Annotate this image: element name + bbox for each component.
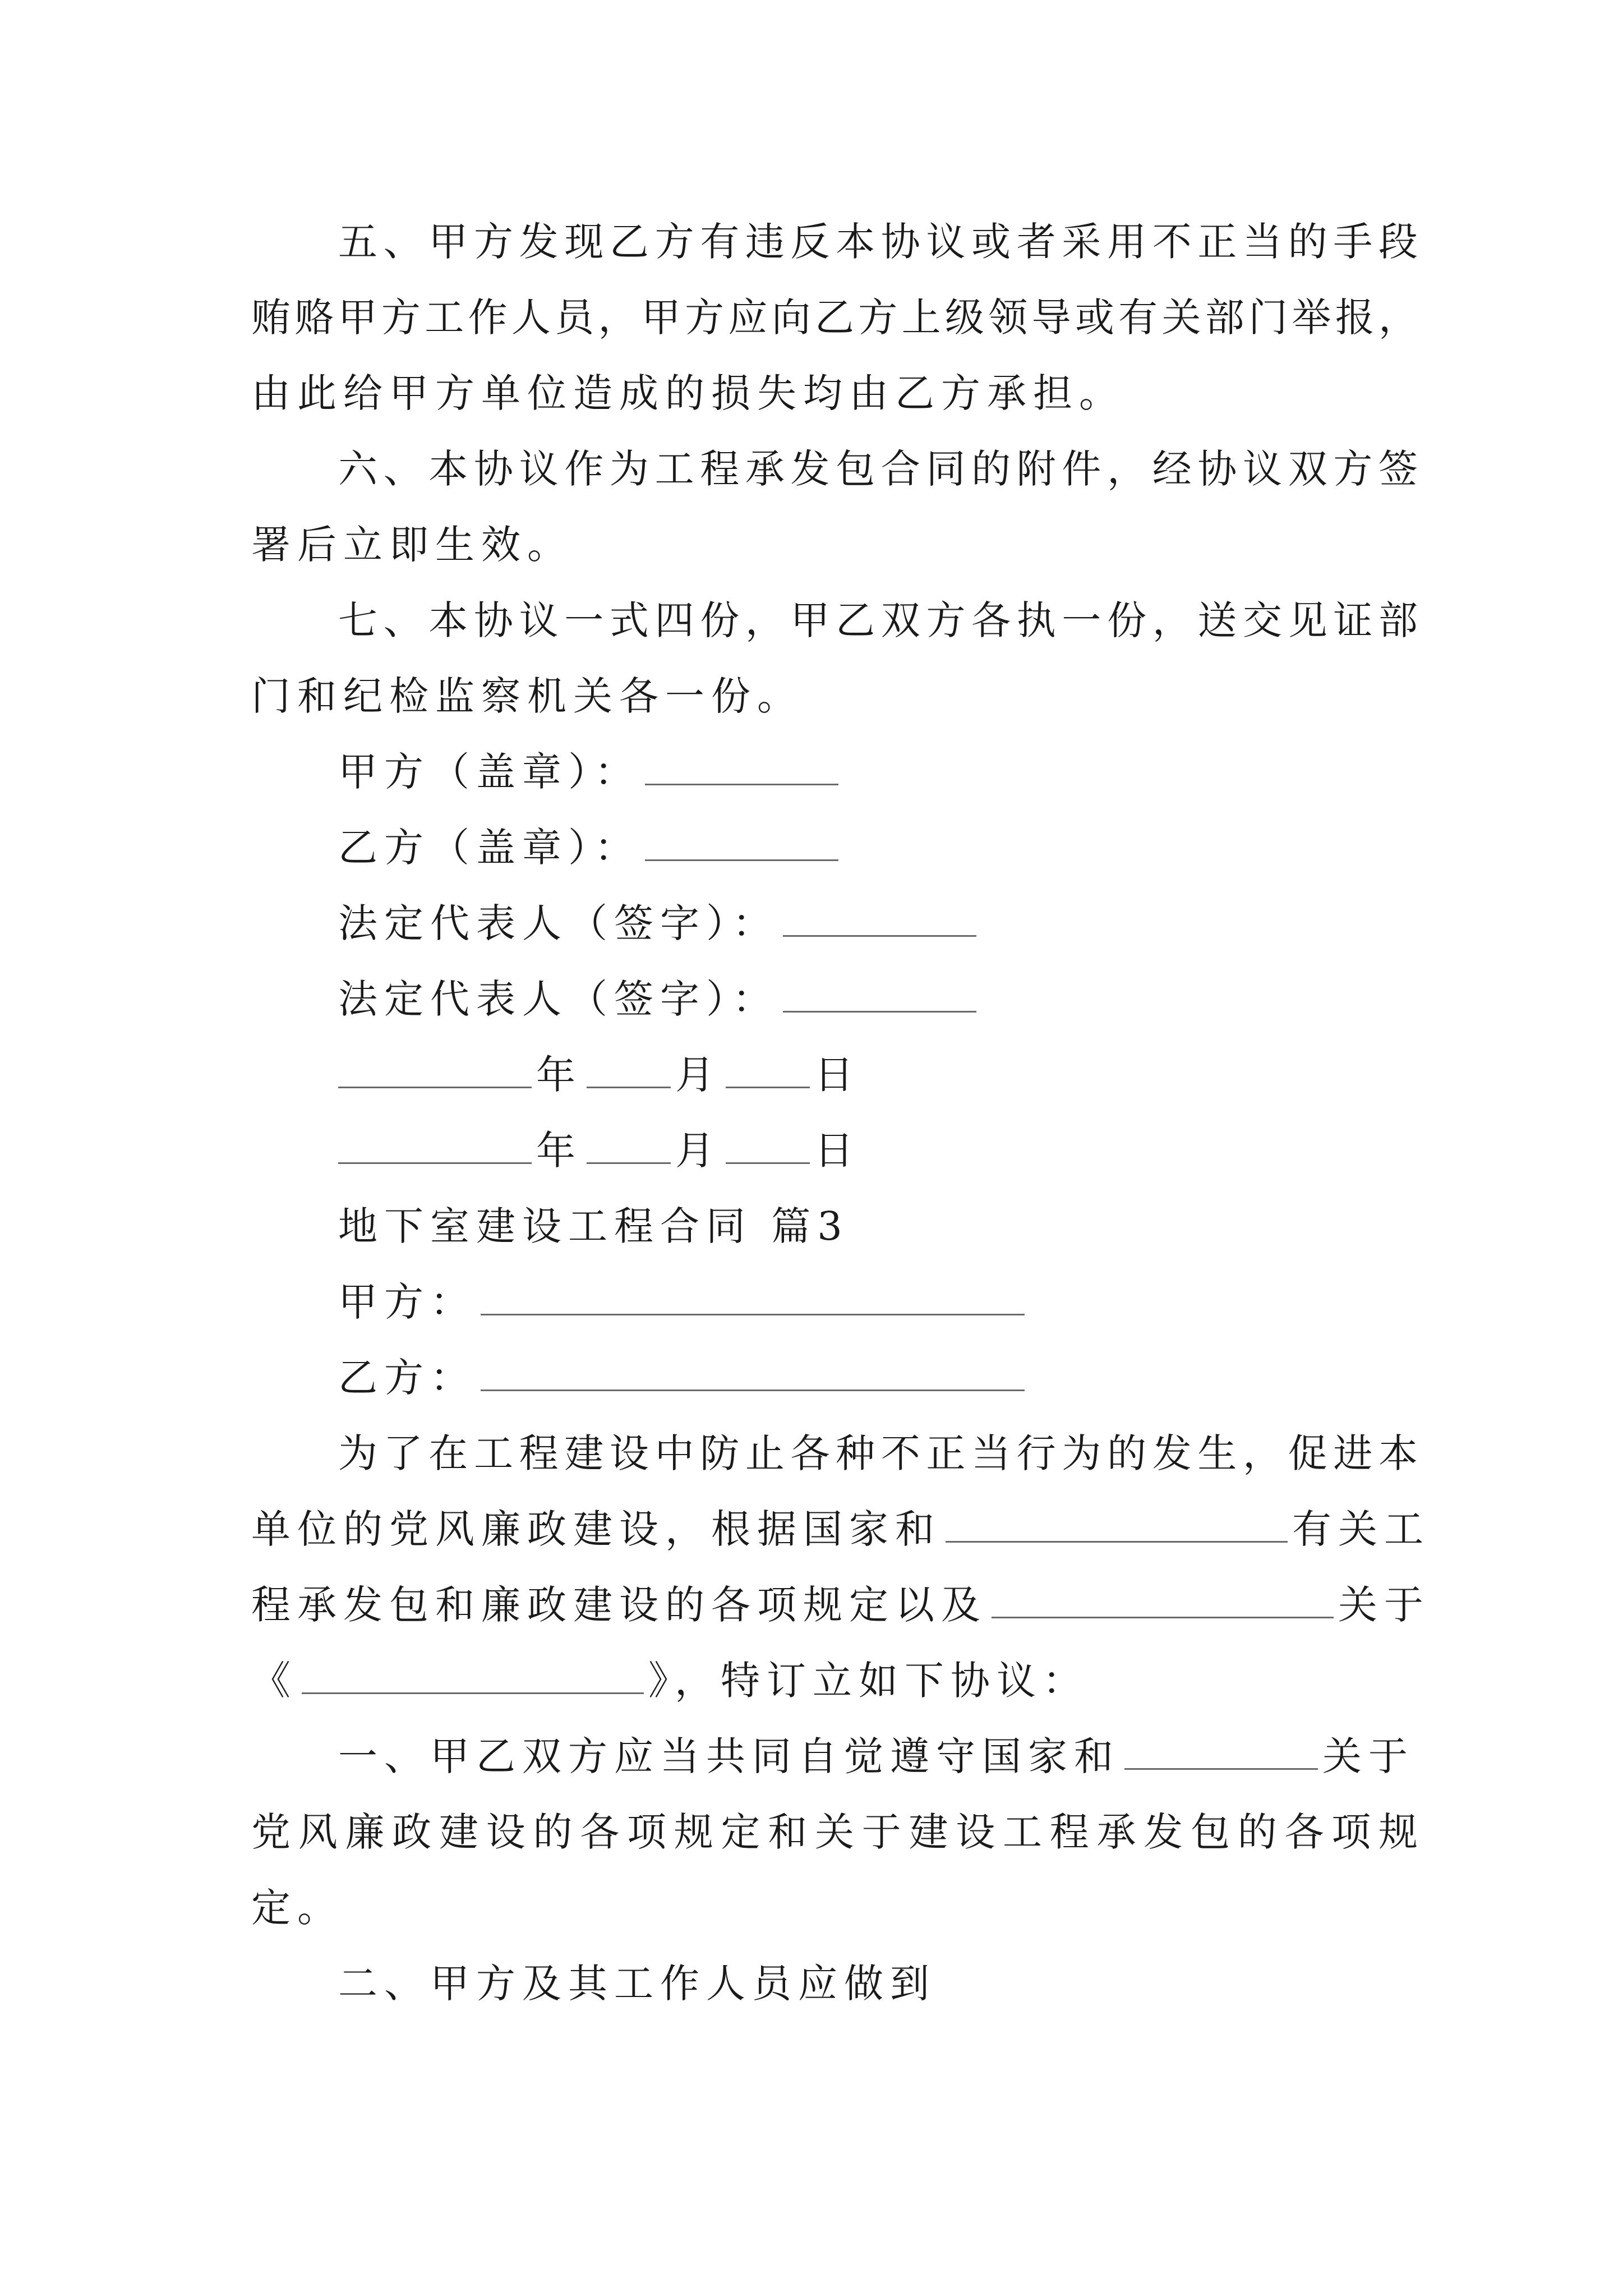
party-b-blank[interactable]	[481, 1355, 1025, 1391]
month-blank-2[interactable]	[587, 1128, 671, 1164]
clause-1-line-3: 定。	[251, 1885, 343, 1931]
party-b-label: 乙方：	[338, 1355, 476, 1401]
party-b-line	[338, 1340, 1418, 1416]
year-blank-2[interactable]	[338, 1128, 532, 1164]
day-blank-1[interactable]	[726, 1052, 810, 1088]
legal-rep-label-2: 法定代表人（签字）：	[338, 976, 778, 1022]
party-b-seal-line	[338, 810, 1418, 886]
day-label-1: 日	[814, 1052, 860, 1098]
party-a-blank[interactable]	[481, 1279, 1025, 1315]
legal-rep-blank-1[interactable]	[783, 900, 976, 937]
preamble-blank-1[interactable]	[946, 1506, 1288, 1543]
preamble-line-4-end: 》，特订立如下协议：	[648, 1658, 1089, 1704]
paragraph-5-line-2: 贿赂甲方工作人员，甲方应向乙方上级领导或有关部门举报，	[251, 295, 1418, 341]
legal-rep-line-1	[338, 886, 1418, 961]
preamble-line-2-start: 单位的党风廉政建设，根据国家和	[251, 1506, 941, 1552]
clause-1-blank[interactable]	[1124, 1733, 1318, 1770]
party-a-seal-label: 甲方（盖章）：	[338, 749, 640, 795]
clause-1-line-1	[338, 1719, 1418, 1795]
clause-2-line-1: 二、甲方及其工作人员应做到	[338, 1961, 936, 2007]
party-a-line	[338, 1264, 1418, 1340]
month-label-1: 月	[675, 1052, 721, 1098]
paragraph-7-line-2: 门和纪检监察机关各一份。	[251, 673, 803, 719]
paragraph-6-line-2: 署后立即生效。	[251, 522, 573, 568]
preamble-blank-3[interactable]	[302, 1658, 644, 1694]
party-b-seal-blank[interactable]	[645, 825, 838, 861]
preamble-blank-2[interactable]	[992, 1582, 1334, 1618]
date-line-1	[338, 1037, 1418, 1113]
paragraph-5-line-1: 五、甲方发现乙方有违反本协议或者采用不正当的手段	[338, 219, 1418, 265]
party-b-seal-label: 乙方（盖章）：	[338, 825, 640, 871]
clause-1-line-1-start: 一、甲乙双方应当共同自觉遵守国家和	[338, 1733, 1120, 1779]
preamble-line-3-end: 关于	[1338, 1582, 1430, 1628]
paragraph-6-line-1: 六、本协议作为工程承发包合同的附件，经协议双方签	[338, 446, 1418, 492]
legal-rep-blank-2[interactable]	[783, 976, 976, 1013]
party-a-seal-line	[338, 734, 1418, 810]
legal-rep-line-2	[338, 961, 1418, 1037]
year-label-2: 年	[536, 1128, 582, 1174]
month-blank-1[interactable]	[587, 1052, 671, 1088]
day-label-2: 日	[814, 1128, 860, 1174]
preamble-line-3-start: 程承发包和廉政建设的各项规定以及	[251, 1582, 987, 1628]
day-blank-2[interactable]	[726, 1128, 810, 1164]
year-blank-1[interactable]	[338, 1052, 532, 1088]
preamble-line-2	[251, 1492, 1430, 1567]
section-title: 地下室建设工程合同 篇3	[338, 1203, 849, 1249]
preamble-line-1: 为了在工程建设中防止各种不正当行为的发生，促进本	[338, 1430, 1418, 1476]
party-a-seal-blank[interactable]	[645, 749, 838, 785]
year-label-1: 年	[536, 1052, 582, 1098]
clause-1-line-1-end: 关于	[1322, 1733, 1414, 1779]
legal-rep-label-1: 法定代表人（签字）：	[338, 900, 778, 946]
party-a-label: 甲方：	[338, 1279, 476, 1325]
date-line-2	[338, 1113, 1418, 1189]
preamble-line-4	[251, 1643, 1418, 1719]
month-label-2: 月	[675, 1128, 721, 1174]
preamble-line-3	[251, 1567, 1430, 1643]
paragraph-7-line-1: 七、本协议一式四份，甲乙双方各执一份，送交见证部	[338, 597, 1418, 643]
preamble-line-4-start: 《	[251, 1658, 297, 1704]
paragraph-5-line-3: 由此给甲方单位造成的损失均由乙方承担。	[251, 370, 1125, 416]
preamble-line-2-end: 有关工	[1292, 1506, 1430, 1552]
clause-1-line-2: 党风廉政建设的各项规定和关于建设工程承发包的各项规	[251, 1809, 1418, 1855]
